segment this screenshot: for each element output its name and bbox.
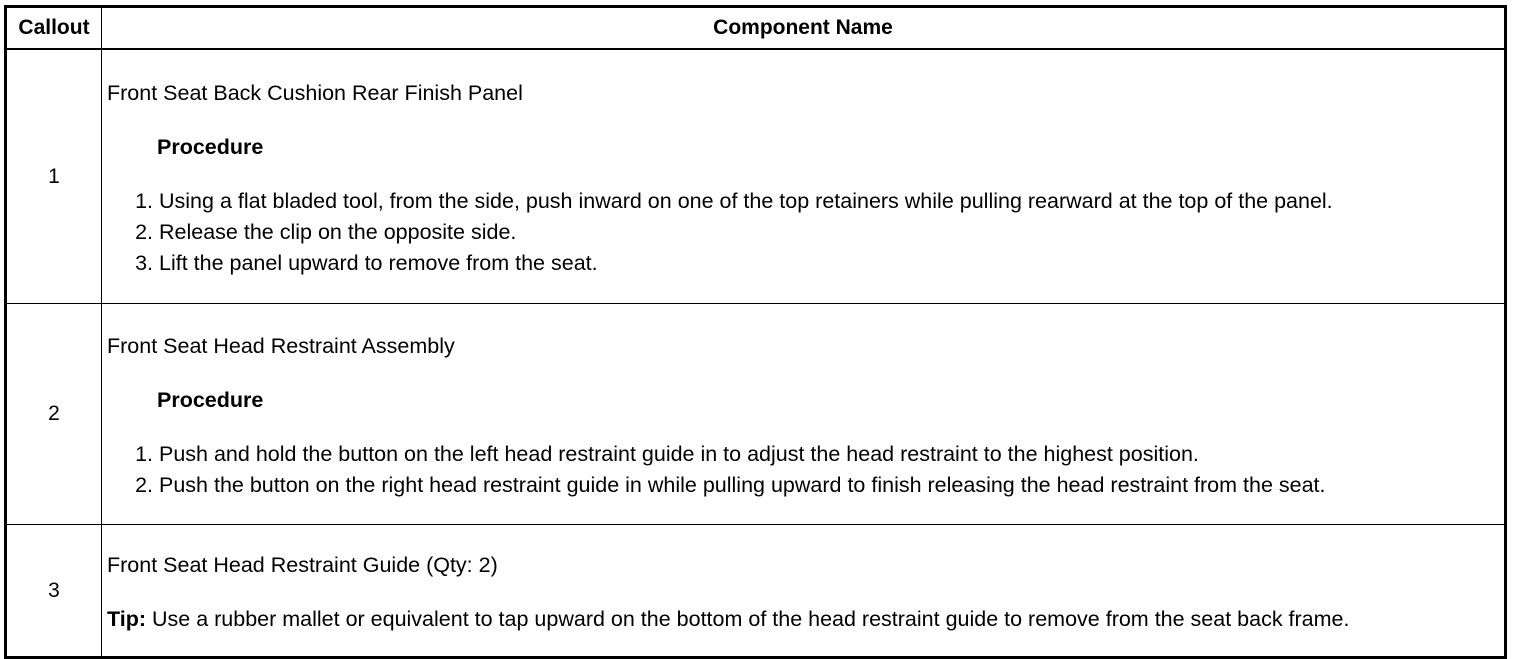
tip-label: Tip: (107, 607, 147, 631)
header-component-name: Component Name (102, 7, 1506, 50)
tip-text: Use a rubber mallet or equivalent to tap upward on the bottom of the head restraint guide to remove from the seat back frame. (146, 607, 1350, 631)
header-row (6, 7, 1506, 50)
procedure-step: 3. Lift the panel upward to remove from the seat. (159, 248, 1494, 279)
component-cell (102, 304, 1506, 525)
callout-number: 1 (6, 49, 102, 304)
procedure-step: 2. Push the button on the right head restraint guide in while pulling upward to finish releasing the head restraint from the seat. (159, 470, 1494, 501)
callout-number: 2 (6, 304, 102, 525)
procedure-step: 1. Using a flat bladed tool, from the side, push inward on one of the top retainers while pulling rearward at the top of the panel. (159, 186, 1494, 217)
table-row (6, 304, 1506, 525)
procedure-heading: Procedure (157, 135, 264, 159)
procedure-step: 1. Push and hold the button on the left head restraint guide in to adjust the head restraint to the highest position. (159, 439, 1494, 470)
component-table (4, 5, 1507, 659)
component-cell (102, 525, 1506, 658)
component-name: Front Seat Head Restraint Guide (Qty: 2) (107, 553, 498, 577)
callout-number: 3 (6, 525, 102, 658)
table-row (6, 525, 1506, 658)
procedure-steps (107, 439, 1494, 501)
component-cell (102, 49, 1506, 304)
tip-note (107, 604, 1494, 635)
header-callout: Callout (6, 7, 102, 50)
procedure-heading: Procedure (157, 388, 264, 412)
component-name: Front Seat Head Restraint Assembly (107, 334, 455, 358)
table-row (6, 49, 1506, 304)
component-name: Front Seat Back Cushion Rear Finish Panel (107, 81, 523, 105)
procedure-step: 2. Release the clip on the opposite side. (159, 217, 1494, 248)
procedure-steps (107, 186, 1494, 279)
